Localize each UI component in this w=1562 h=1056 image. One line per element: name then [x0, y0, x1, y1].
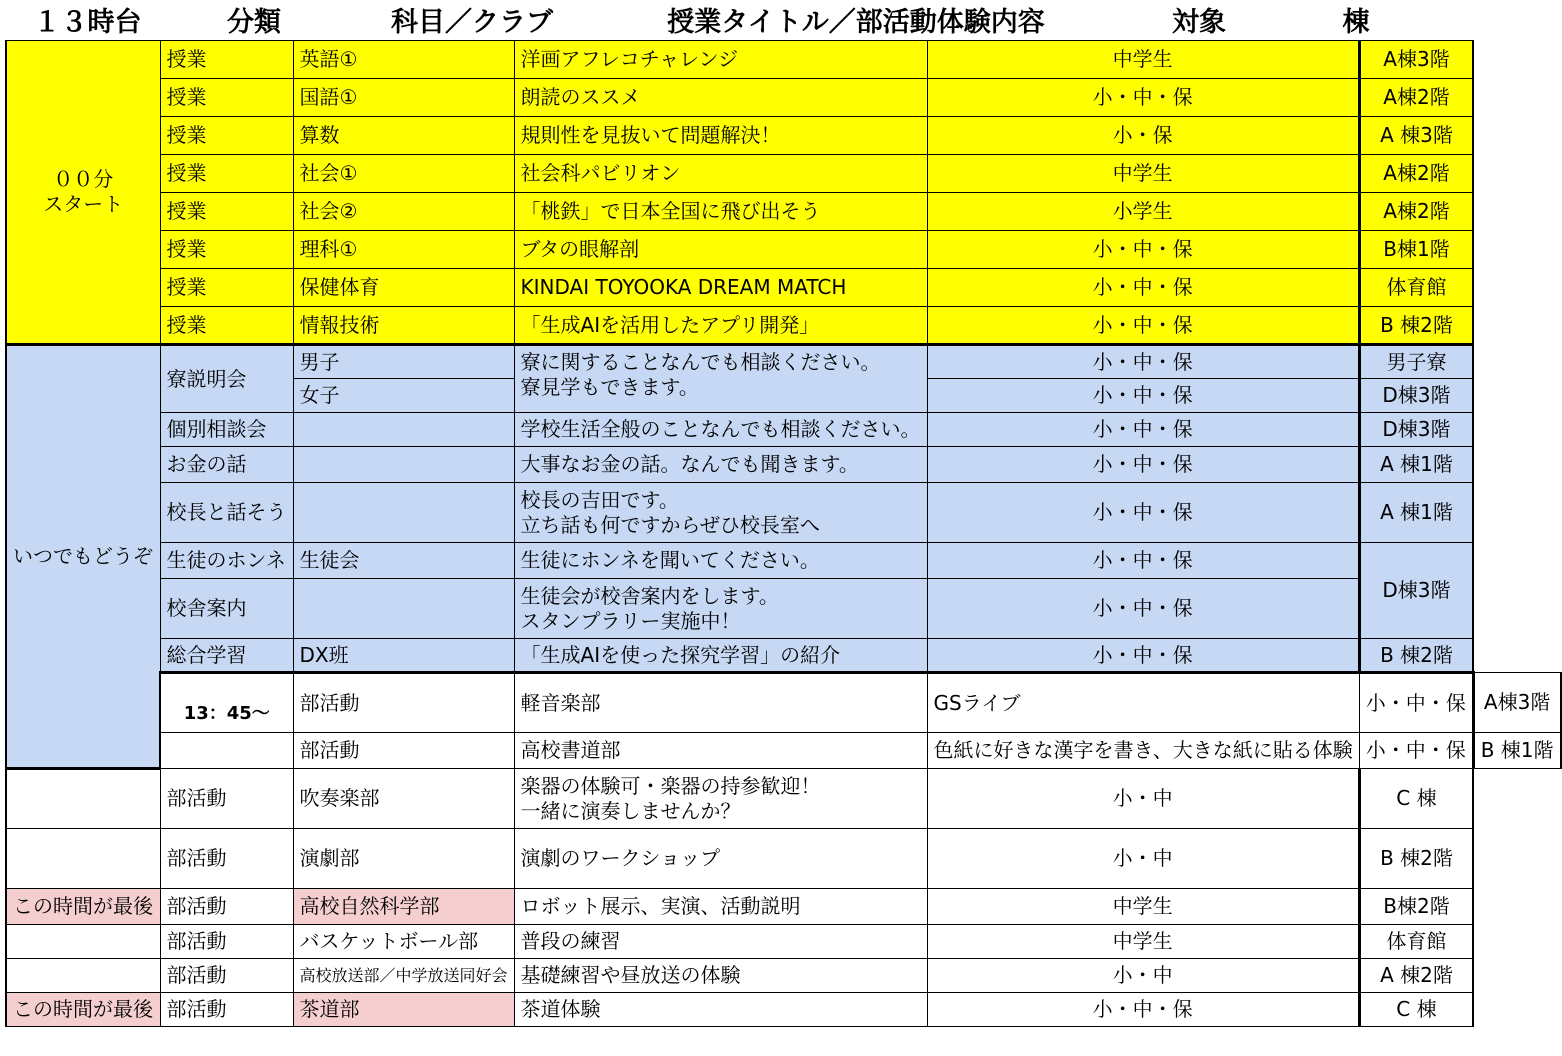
header-building: 棟	[1342, 6, 1370, 38]
table-row	[6, 543, 1561, 579]
time-cell-empty	[6, 769, 160, 829]
section-label-start: ００分 スタート	[6, 41, 160, 345]
time-cell-empty	[160, 733, 293, 769]
subject-cell: 国語①	[293, 79, 514, 117]
category-cell: 授業	[160, 117, 293, 155]
target-cell: 小・中・保	[927, 345, 1359, 379]
category-cell: 部活動	[160, 993, 293, 1027]
building-cell: 体育館	[1359, 269, 1473, 307]
table-row	[6, 829, 1561, 889]
building-cell: A棟3階	[1359, 41, 1473, 79]
title-cell: GSライブ	[927, 673, 1359, 733]
subject-cell: 高校放送部／中学放送同好会	[293, 959, 514, 993]
table-row	[6, 117, 1561, 155]
last-time-label: この時間が最後	[6, 889, 160, 925]
building-cell: A棟3階	[1473, 673, 1560, 733]
category-cell: 個別相談会	[160, 413, 293, 447]
category-cell: 寮説明会	[160, 345, 293, 413]
subject-cell: 女子	[293, 379, 514, 413]
category-cell: お金の話	[160, 447, 293, 483]
target-cell: 小・中・保	[927, 413, 1359, 447]
title-cell: 生徒にホンネを聞いてください。	[514, 543, 927, 579]
subject-cell	[293, 483, 514, 543]
building-cell: B棟2階	[1359, 889, 1473, 925]
category-cell: 生徒のホンネ	[160, 543, 293, 579]
title-cell: 規則性を見抜いて問題解決！	[514, 117, 927, 155]
category-cell: 授業	[160, 193, 293, 231]
building-cell: D棟3階	[1359, 543, 1473, 639]
title-cell: 「桃鉄」で日本全国に飛び出そう	[514, 193, 927, 231]
header-target: 対象	[1172, 6, 1226, 38]
subject-cell: 保健体育	[293, 269, 514, 307]
category-cell: 部活動	[293, 673, 514, 733]
target-cell: 小・中・保	[927, 307, 1359, 345]
building-cell: A 棟1階	[1359, 483, 1473, 543]
building-cell: C 棟	[1359, 993, 1473, 1027]
title-cell: 「生成AIを使った探究学習」の紹介	[514, 639, 927, 673]
table-row	[6, 79, 1561, 117]
subject-cell: 茶道部	[293, 993, 514, 1027]
section-label-anytime: いつでもどうぞ	[6, 345, 160, 769]
category-cell: 部活動	[160, 829, 293, 889]
header-time: １３時台	[33, 6, 142, 38]
subject-cell: 吹奏楽部	[293, 769, 514, 829]
table-row	[6, 483, 1561, 543]
subject-cell	[293, 579, 514, 639]
title-cell: 校長の吉田です。 立ち話も何ですからぜひ校長室へ	[514, 483, 927, 543]
title-cell: 「生成AIを活用したアプリ開発」	[514, 307, 927, 345]
table-row	[6, 231, 1561, 269]
category-cell: 部活動	[160, 769, 293, 829]
subject-cell: バスケットボール部	[293, 925, 514, 959]
table-row	[6, 413, 1561, 447]
title-cell: 寮に関することなんでも相談ください。 寮見学もできます。	[514, 345, 927, 413]
target-cell: 小・中・保	[1359, 733, 1473, 769]
table-row	[6, 447, 1561, 483]
subject-cell: 高校自然科学部	[293, 889, 514, 925]
target-cell: 小・中・保	[927, 447, 1359, 483]
subject-cell: 社会①	[293, 155, 514, 193]
header-category: 分類	[227, 6, 281, 38]
table-row	[6, 345, 1561, 379]
building-cell: 体育館	[1359, 925, 1473, 959]
header-subject: 科目／クラブ	[391, 6, 553, 38]
table-row	[6, 639, 1561, 673]
subject-cell: 理科①	[293, 231, 514, 269]
category-cell: 授業	[160, 155, 293, 193]
category-cell: 部活動	[160, 889, 293, 925]
category-cell: 部活動	[160, 959, 293, 993]
category-cell: 授業	[160, 79, 293, 117]
category-cell: 校舎案内	[160, 579, 293, 639]
table-row	[6, 307, 1561, 345]
target-cell: 中学生	[927, 41, 1359, 79]
subject-cell: DX班	[293, 639, 514, 673]
table-row	[6, 959, 1561, 993]
table-row	[6, 193, 1561, 231]
subject-cell: 社会②	[293, 193, 514, 231]
target-cell: 小・中・保	[927, 579, 1359, 639]
subject-cell: 情報技術	[293, 307, 514, 345]
category-cell: 授業	[160, 269, 293, 307]
target-cell: 小・中・保	[927, 379, 1359, 413]
title-cell: 朗読のススメ	[514, 79, 927, 117]
title-cell: 色紙に好きな漢字を書き、大きな紙に貼る体験	[927, 733, 1359, 769]
table-row	[6, 993, 1561, 1027]
building-cell: B棟1階	[1359, 231, 1473, 269]
building-cell: A棟2階	[1359, 155, 1473, 193]
title-cell: 普段の練習	[514, 925, 927, 959]
table-row	[6, 889, 1561, 925]
table-row	[6, 769, 1561, 829]
title-cell: 大事なお金の話。なんでも聞きます。	[514, 447, 927, 483]
time-label-1345: 13：45〜	[160, 673, 293, 733]
time-cell-empty	[6, 829, 160, 889]
target-cell: 中学生	[927, 889, 1359, 925]
building-cell: B 棟2階	[1359, 639, 1473, 673]
building-cell: C 棟	[1359, 769, 1473, 829]
title-cell: 生徒会が校舎案内をします。 スタンプラリー実施中！	[514, 579, 927, 639]
category-cell: 部活動	[160, 925, 293, 959]
table-row	[6, 41, 1561, 79]
building-cell: B 棟2階	[1359, 829, 1473, 889]
title-cell: 学校生活全般のことなんでも相談ください。	[514, 413, 927, 447]
target-cell: 小・中・保	[927, 639, 1359, 673]
building-cell: B 棟1階	[1473, 733, 1560, 769]
time-cell-empty	[6, 959, 160, 993]
target-cell: 小・中・保	[927, 269, 1359, 307]
table-row	[6, 155, 1561, 193]
title-cell: 茶道体験	[514, 993, 927, 1027]
category-cell: 授業	[160, 307, 293, 345]
header-title: 授業タイトル／部活動体験内容	[667, 6, 1045, 38]
subject-cell: 軽音楽部	[514, 673, 927, 733]
building-cell: A棟2階	[1359, 193, 1473, 231]
building-cell: B 棟2階	[1359, 307, 1473, 345]
target-cell: 中学生	[927, 925, 1359, 959]
building-cell: A 棟3階	[1359, 117, 1473, 155]
subject-cell	[293, 413, 514, 447]
time-cell-empty	[6, 925, 160, 959]
title-cell: KINDAI TOYOOKA DREAM MATCH	[514, 269, 927, 307]
subject-cell: 男子	[293, 345, 514, 379]
category-cell: 部活動	[293, 733, 514, 769]
target-cell: 小学生	[927, 193, 1359, 231]
category-cell: 総合学習	[160, 639, 293, 673]
subject-cell: 演劇部	[293, 829, 514, 889]
title-cell: ブタの眼解剖	[514, 231, 927, 269]
target-cell: 小・中・保	[927, 79, 1359, 117]
target-cell: 中学生	[927, 155, 1359, 193]
subject-cell: 生徒会	[293, 543, 514, 579]
building-cell: A棟2階	[1359, 79, 1473, 117]
building-cell: D棟3階	[1359, 413, 1473, 447]
category-cell: 授業	[160, 231, 293, 269]
table-row	[6, 579, 1561, 639]
building-cell: D棟3階	[1359, 379, 1473, 413]
title-cell: 洋画アフレコチャレンジ	[514, 41, 927, 79]
target-cell: 小・中・保	[1359, 673, 1473, 733]
target-cell: 小・中・保	[927, 483, 1359, 543]
title-cell: 演劇のワークショップ	[514, 829, 927, 889]
subject-cell: 高校書道部	[514, 733, 927, 769]
building-cell: 男子寮	[1359, 345, 1473, 379]
title-cell: 楽器の体験可・楽器の持参歓迎！ 一緒に演奏しませんか？	[514, 769, 927, 829]
subject-cell: 英語①	[293, 41, 514, 79]
target-cell: 小・中	[927, 769, 1359, 829]
table-row	[6, 733, 1561, 769]
subject-cell: 算数	[293, 117, 514, 155]
building-cell: A 棟2階	[1359, 959, 1473, 993]
table-row	[6, 673, 1561, 733]
title-cell: ロボット展示、実演、活動説明	[514, 889, 927, 925]
table-row	[6, 925, 1561, 959]
target-cell: 小・中	[927, 829, 1359, 889]
target-cell: 小・中・保	[927, 543, 1359, 579]
target-cell: 小・中	[927, 959, 1359, 993]
target-cell: 小・保	[927, 117, 1359, 155]
building-cell: A 棟1階	[1359, 447, 1473, 483]
table-row	[6, 269, 1561, 307]
subject-cell	[293, 447, 514, 483]
category-cell: 校長と話そう	[160, 483, 293, 543]
title-cell: 社会科パビリオン	[514, 155, 927, 193]
category-cell: 授業	[160, 41, 293, 79]
title-cell: 基礎練習や昼放送の体験	[514, 959, 927, 993]
target-cell: 小・中・保	[927, 993, 1359, 1027]
schedule-table	[5, 40, 1562, 1027]
target-cell: 小・中・保	[927, 231, 1359, 269]
last-time-label: この時間が最後	[6, 993, 160, 1027]
